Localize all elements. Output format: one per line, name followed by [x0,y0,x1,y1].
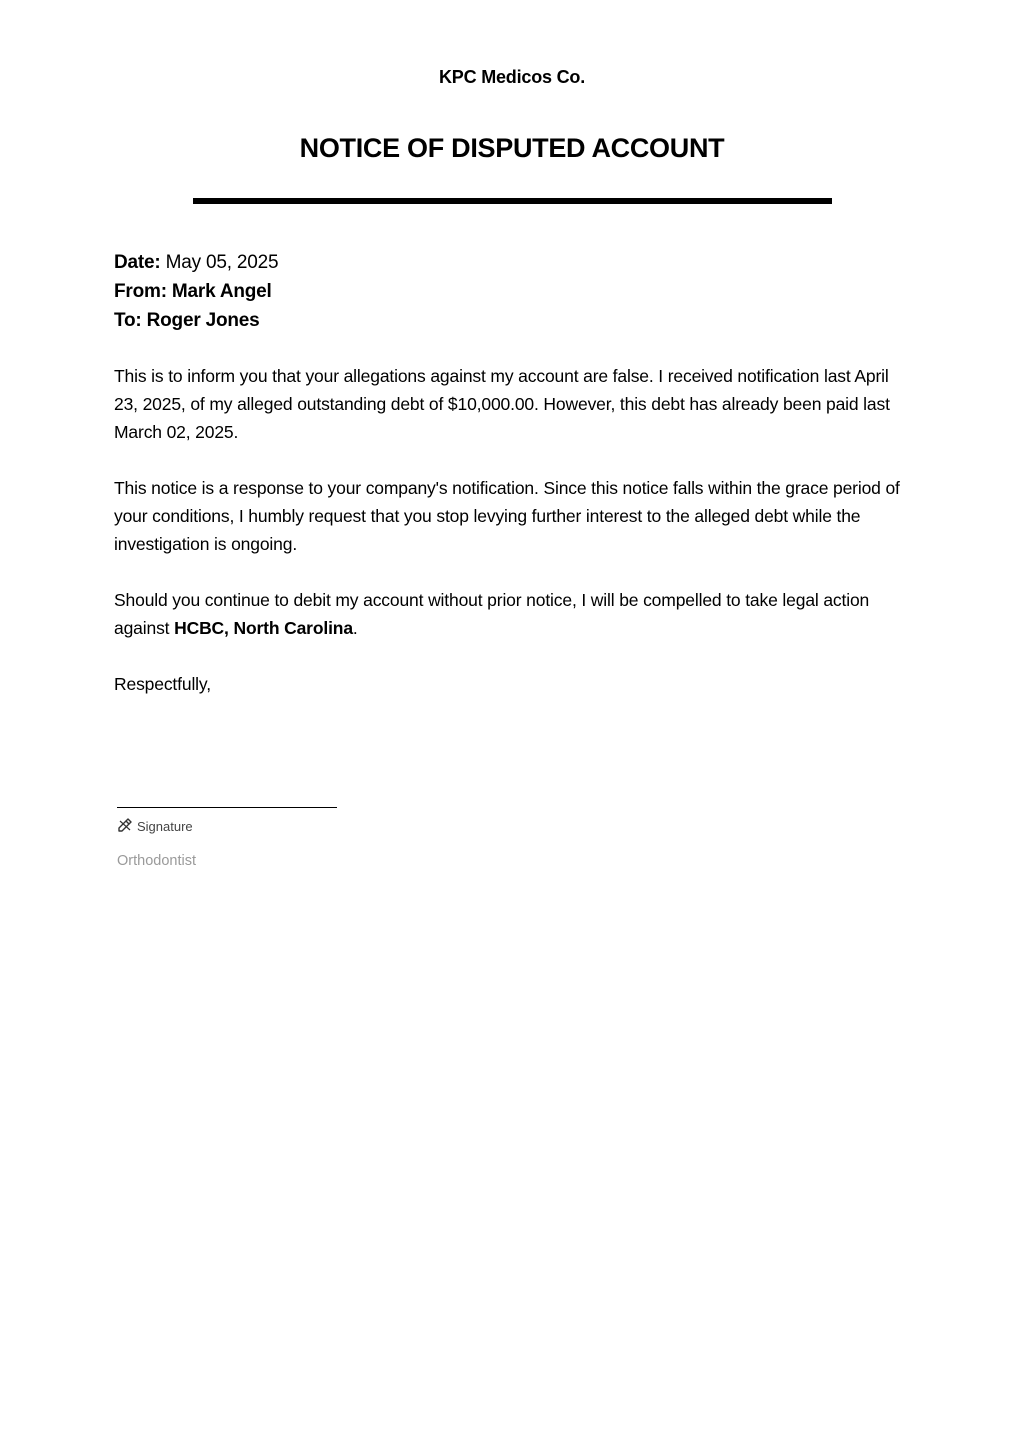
pen-icon [117,817,137,836]
signature-line [117,807,337,808]
paragraph-3 [114,586,914,642]
to-line [114,306,278,335]
closing-line: Respectfully, [114,674,211,694]
paragraph-2: This notice is a response to your company's notification. Since this notice falls within the grace period of your conditions, I humbly request that you stop levying further interest to the alleged debt while the investigation is ongoing. [114,478,900,554]
to-label: To: [114,310,142,331]
document-title: NOTICE OF DISPUTED ACCOUNT [299,133,725,163]
from-value: Mark Angel [171,281,272,302]
paragraph-3-end: . [352,618,358,638]
from-label: From: [114,281,167,302]
date-value: May 05, 2025 [165,252,279,273]
title-divider [193,198,832,204]
paragraph-3-text: Should you continue to debit my account without prior notice, I will be compelled to take legal action against [114,590,870,638]
signer-role: Orthodontist [117,853,196,869]
from-line [114,277,278,306]
signature-label: Signature [137,819,193,834]
signature-field[interactable] [117,817,193,836]
letter-body [114,362,914,726]
legal-entity: HCBC, North Carolina [174,618,353,638]
date-line [114,248,278,277]
to-value: Roger Jones [146,310,260,331]
date-label: Date: [114,252,161,273]
paragraph-1: This is to inform you that your allegations against my account are false. I received notification last April 23, 2025, of my alleged outstanding debt of $10,000.00. However, this debt has already been paid last March 02, 2025. [114,366,890,442]
company-name: KPC Medicos Co. [438,67,586,87]
letter-meta [114,248,278,335]
